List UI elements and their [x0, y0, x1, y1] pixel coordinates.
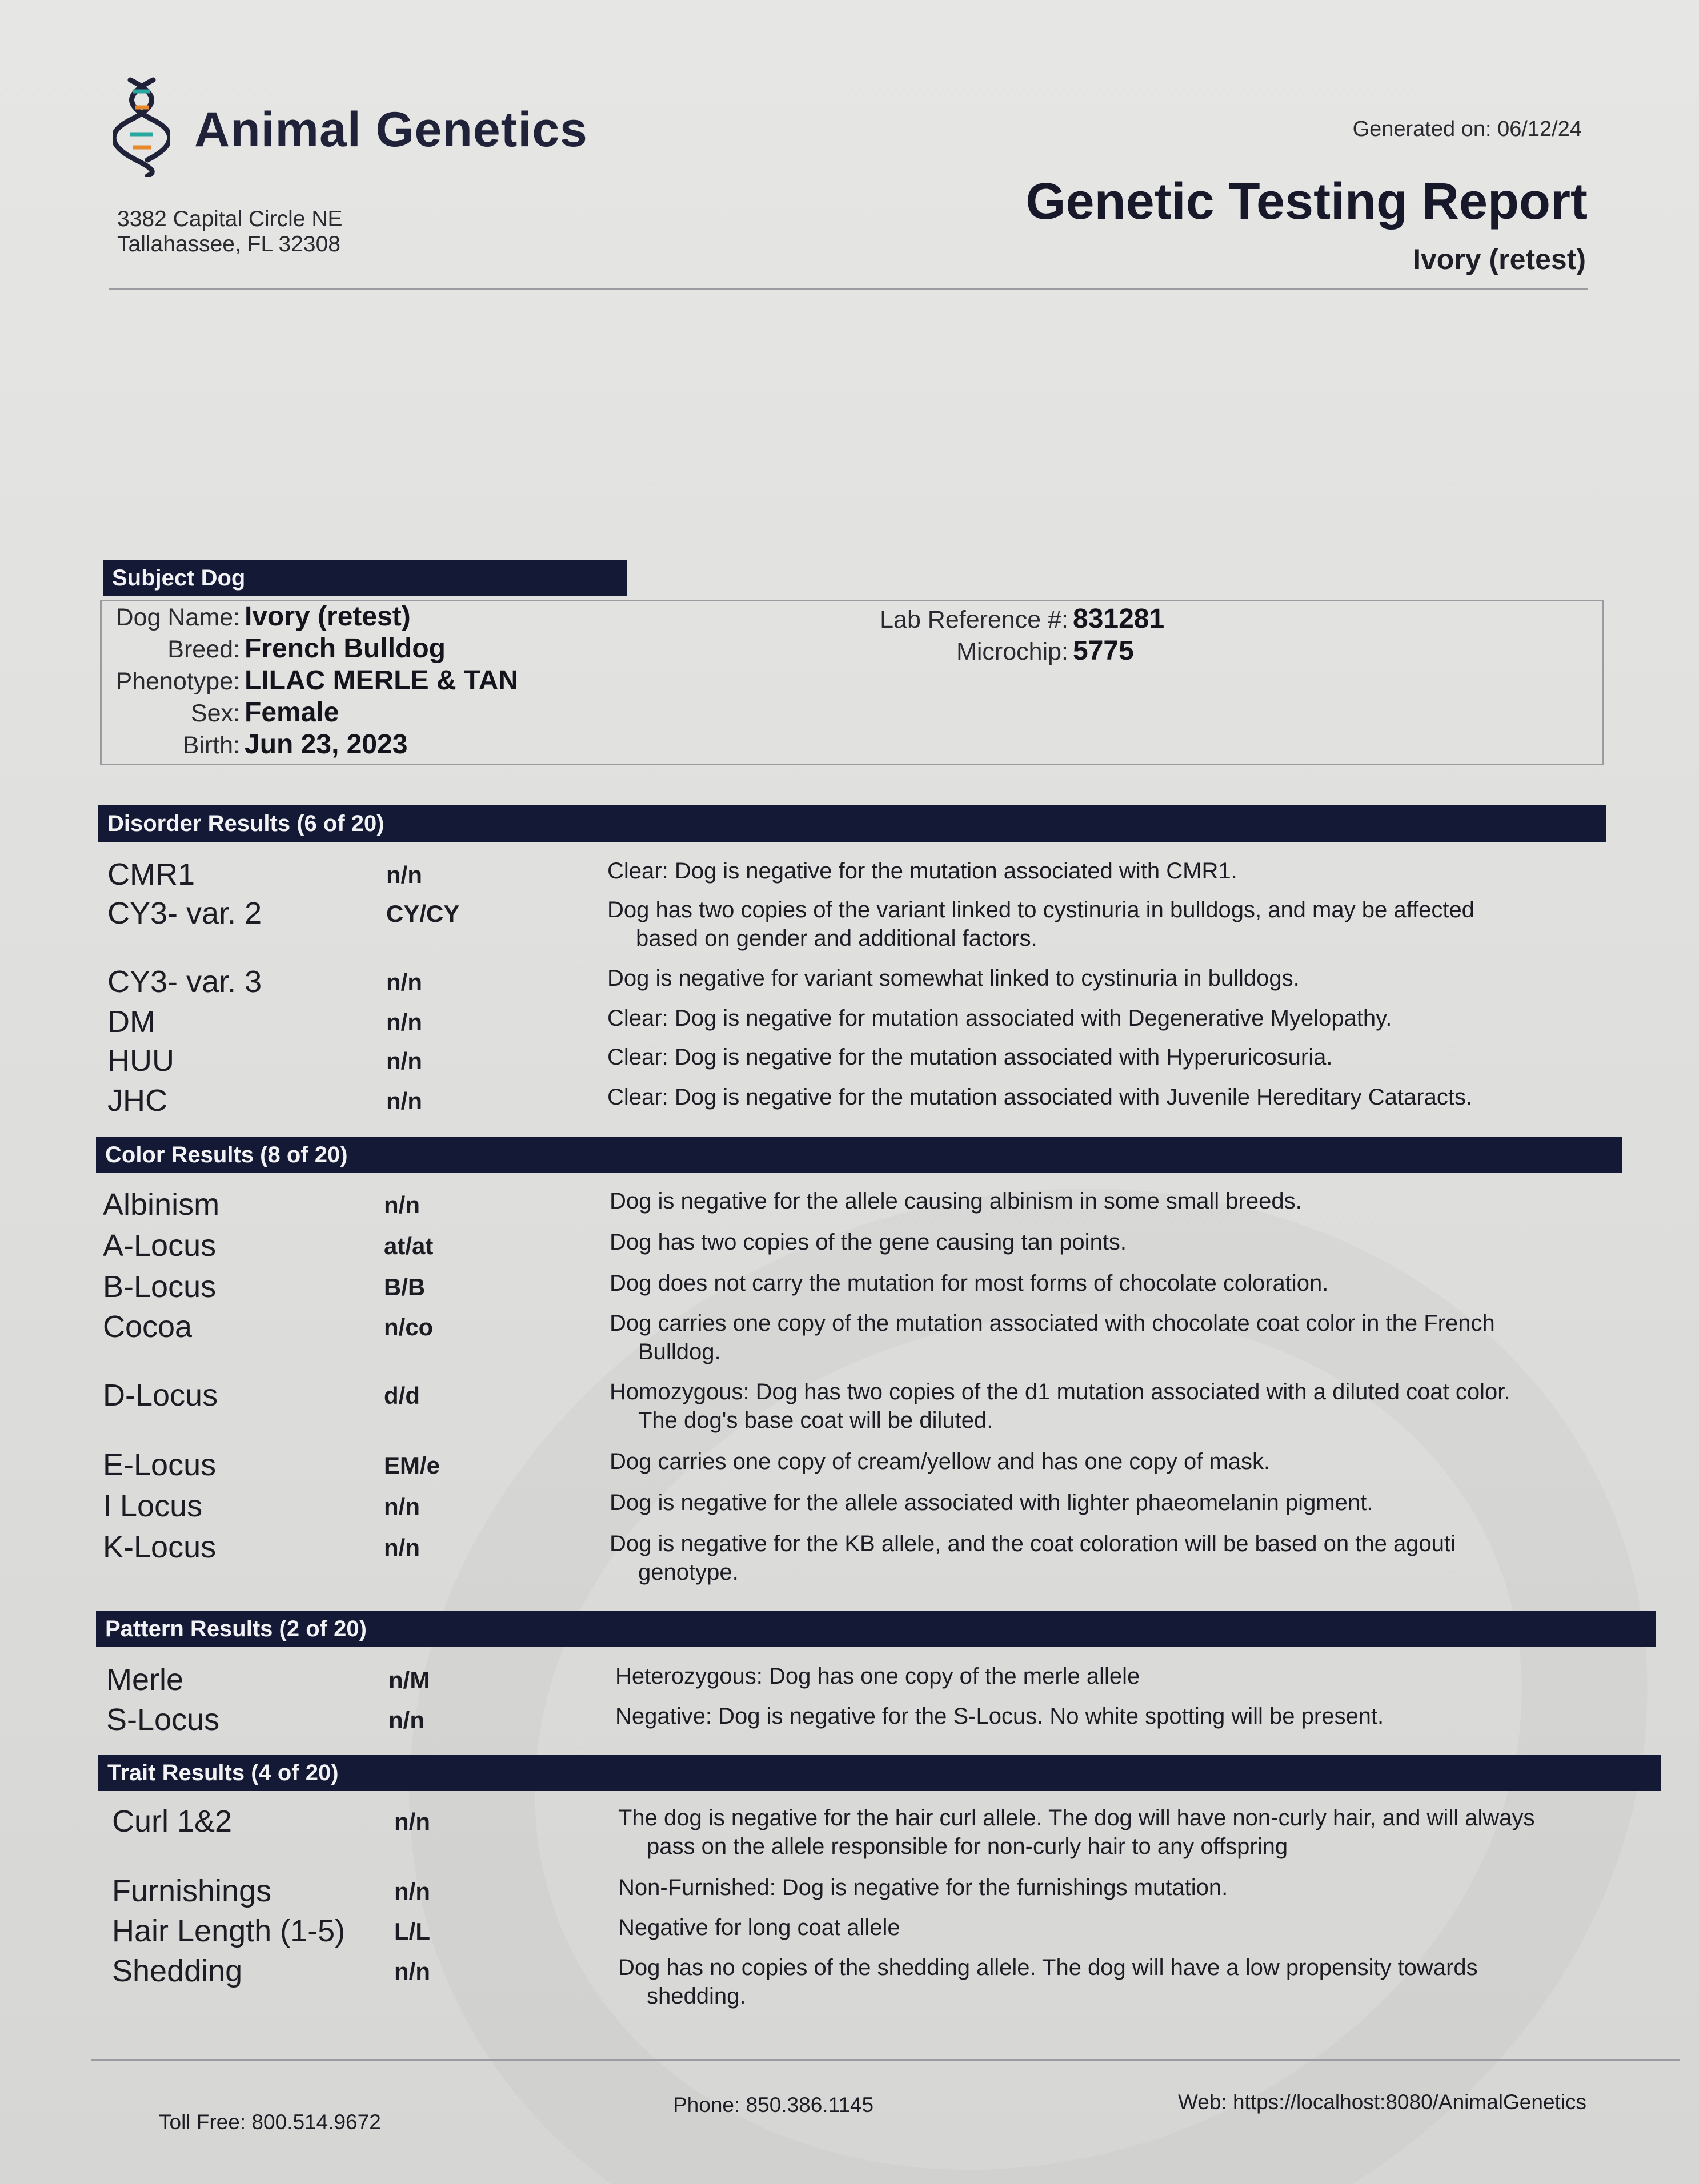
- result-description: [607, 964, 1647, 993]
- toll-free-number: Toll Free: 800.514.9672: [159, 2110, 381, 2134]
- result-description-line: Dog has two copies of the variant linked to cystinuria in bulldogs, and may be affected: [607, 897, 1474, 922]
- result-description: [607, 1043, 1647, 1071]
- header-divider: [109, 288, 1588, 290]
- report-subject: Ivory (retest): [1413, 243, 1586, 275]
- result-name: Albinism: [103, 1187, 220, 1222]
- result-description: [607, 857, 1647, 885]
- result-name: DM: [107, 1005, 155, 1039]
- result-genotype: L/L: [394, 1918, 430, 1945]
- result-genotype: n/n: [394, 1878, 430, 1905]
- result-genotype: n/n: [394, 1958, 430, 1985]
- result-description-line: Clear: Dog is negative for the mutation associated with CMR1.: [607, 858, 1237, 884]
- result-description: [618, 1913, 1658, 1942]
- result-description: [610, 1447, 1649, 1476]
- result-description: [610, 1187, 1649, 1215]
- result-genotype: n/n: [386, 1087, 422, 1114]
- result-genotype: n/n: [384, 1191, 420, 1218]
- phone-number: Phone: 850.386.1145: [673, 2093, 874, 2117]
- dna-helix-icon: [113, 74, 170, 177]
- result-description-line: Dog is negative for the allele causing albinism in some small breeds.: [610, 1189, 1302, 1214]
- disorder-results-heading: Disorder Results (6 of 20): [98, 805, 1606, 842]
- result-description: [615, 1702, 1655, 1731]
- color-results-heading: Color Results (8 of 20): [96, 1137, 1622, 1173]
- website-link[interactable]: Web: https://localhost:8080/AnimalGenetics: [1178, 2090, 1587, 2114]
- result-description-line: Heterozygous: Dog has one copy of the merle allele: [615, 1664, 1140, 1689]
- phenotype-label: Phenotype:: [115, 668, 240, 695]
- result-name: HUU: [107, 1043, 174, 1078]
- result-description: [618, 1804, 1658, 1861]
- birth-value: Jun 23, 2023: [245, 729, 408, 760]
- result-description: [610, 1378, 1649, 1435]
- result-description: [615, 1662, 1655, 1691]
- result-description-line: Clear: Dog is negative for the mutation associated with Juvenile Hereditary Cataracts.: [607, 1085, 1473, 1110]
- result-name: CY3- var. 3: [107, 965, 262, 999]
- result-genotype: n/n: [386, 861, 422, 888]
- result-description-continuation: shedding.: [647, 1984, 746, 2009]
- result-description-continuation: pass on the allele responsible for non-curly hair to any offspring: [647, 1834, 1288, 1859]
- microchip-label: Microchip:: [956, 638, 1068, 665]
- result-name: Cocoa: [103, 1310, 193, 1344]
- result-description-line: Negative for long coat allele: [618, 1915, 900, 1940]
- result-genotype: n/n: [388, 1707, 424, 1733]
- result-name: Curl 1&2: [112, 1804, 233, 1838]
- birth-field: [109, 729, 408, 760]
- result-genotype: n/n: [384, 1493, 420, 1520]
- result-name: JHC: [107, 1083, 167, 1118]
- lab-reference-label: Lab Reference #:: [880, 606, 1068, 633]
- result-description: [607, 1004, 1647, 1033]
- lab-reference-field: [857, 603, 1164, 635]
- sex-label: Sex:: [190, 700, 240, 727]
- result-name: K-Locus: [103, 1530, 217, 1564]
- address-line-2: Tallahassee, FL 32308: [117, 232, 340, 256]
- result-description-line: The dog is negative for the hair curl allele. The dog will have non-curly hair, and will always: [618, 1805, 1535, 1830]
- result-name: A-Locus: [103, 1228, 217, 1263]
- result-description-line: Dog has no copies of the shedding allele. The dog will have a low propensity towards: [618, 1955, 1478, 1980]
- result-name: Shedding: [112, 1954, 243, 1988]
- footer-divider: [91, 2059, 1680, 2061]
- result-description: [610, 1529, 1649, 1587]
- result-genotype: B/B: [384, 1274, 426, 1300]
- breed-value: French Bulldog: [245, 633, 446, 664]
- result-genotype: n/co: [384, 1314, 434, 1340]
- trait-results-heading: Trait Results (4 of 20): [98, 1755, 1661, 1791]
- microchip-field: [857, 635, 1134, 667]
- result-genotype: d/d: [384, 1382, 420, 1409]
- result-genotype: n/n: [386, 969, 422, 995]
- result-description-line: Negative: Dog is negative for the S-Locus. No white spotting will be present.: [615, 1704, 1384, 1729]
- result-description: [610, 1269, 1649, 1298]
- result-description-line: Homozygous: Dog has two copies of the d1 mutation associated with a diluted coat color.: [610, 1379, 1510, 1404]
- result-genotype: EM/e: [384, 1452, 440, 1479]
- result-genotype: n/n: [394, 1808, 430, 1835]
- lab-reference-value: 831281: [1073, 604, 1165, 634]
- result-name: CMR1: [107, 857, 195, 892]
- company-name: Animal Genetics: [194, 102, 588, 157]
- birth-label: Birth:: [182, 732, 240, 759]
- result-description: [607, 896, 1647, 953]
- breed-field: [109, 633, 446, 664]
- result-genotype: n/n: [384, 1534, 420, 1561]
- sex-value: Female: [245, 697, 339, 728]
- microchip-value: 5775: [1073, 636, 1134, 666]
- result-description-line: Dog does not carry the mutation for most forms of chocolate coloration.: [610, 1271, 1329, 1296]
- result-description-line: Dog carries one copy of the mutation associated with chocolate coat color in the French: [610, 1311, 1495, 1336]
- result-description: [610, 1309, 1649, 1366]
- result-description-line: Clear: Dog is negative for mutation associated with Degenerative Myelopathy.: [607, 1006, 1392, 1031]
- phenotype-value: LILAC MERLE & TAN: [245, 665, 519, 696]
- result-description-line: Dog carries one copy of cream/yellow and has one copy of mask.: [610, 1449, 1271, 1474]
- sex-field: [109, 697, 339, 728]
- result-description: [607, 1083, 1647, 1111]
- result-genotype: n/n: [386, 1047, 422, 1074]
- company-address: [117, 207, 343, 257]
- dog-name-label: Dog Name:: [115, 604, 240, 631]
- result-name: Merle: [106, 1663, 184, 1697]
- result-description-line: Dog is negative for the KB allele, and the coat coloration will be based on the agouti: [610, 1531, 1456, 1556]
- result-description-continuation: The dog's base coat will be diluted.: [638, 1408, 993, 1433]
- result-description: [610, 1488, 1649, 1517]
- phenotype-field: [109, 665, 518, 696]
- breed-label: Breed:: [167, 636, 240, 663]
- result-name: Hair Length (1-5): [112, 1914, 346, 1948]
- result-description: [618, 1873, 1658, 1902]
- result-name: E-Locus: [103, 1448, 217, 1482]
- dog-name-field: [109, 601, 411, 632]
- result-description-line: Dog is negative for variant somewhat linked to cystinuria in bulldogs.: [607, 966, 1300, 991]
- generated-date: Generated on: 06/12/24: [1352, 117, 1582, 141]
- result-description-line: Dog is negative for the allele associated with lighter phaeomelanin pigment.: [610, 1490, 1373, 1515]
- result-name: B-Locus: [103, 1270, 217, 1304]
- result-name: D-Locus: [103, 1378, 218, 1412]
- address-line-1: 3382 Capital Circle NE: [117, 207, 343, 231]
- result-genotype: at/at: [384, 1232, 434, 1259]
- result-description-continuation: Bulldog.: [638, 1339, 721, 1364]
- result-name: I Locus: [103, 1489, 203, 1523]
- result-name: S-Locus: [106, 1703, 220, 1737]
- result-description-line: Clear: Dog is negative for the mutation associated with Hyperuricosuria.: [607, 1045, 1333, 1070]
- subject-heading: Subject Dog: [103, 560, 627, 596]
- pattern-results-heading: Pattern Results (2 of 20): [96, 1611, 1656, 1647]
- result-description: [610, 1228, 1649, 1256]
- dog-name-value: Ivory (retest): [245, 601, 411, 632]
- report-title: Genetic Testing Report: [1025, 173, 1588, 230]
- result-description: [618, 1953, 1658, 2010]
- result-name: CY3- var. 2: [107, 896, 262, 930]
- result-genotype: CY/CY: [386, 900, 460, 927]
- result-genotype: n/M: [388, 1667, 430, 1693]
- result-description-continuation: genotype.: [638, 1560, 739, 1585]
- result-description-line: Non-Furnished: Dog is negative for the furnishings mutation.: [618, 1875, 1228, 1900]
- result-name: Furnishings: [112, 1874, 272, 1908]
- result-genotype: n/n: [386, 1009, 422, 1035]
- result-description-continuation: based on gender and additional factors.: [636, 926, 1037, 951]
- result-description-line: Dog has two copies of the gene causing tan points.: [610, 1230, 1127, 1255]
